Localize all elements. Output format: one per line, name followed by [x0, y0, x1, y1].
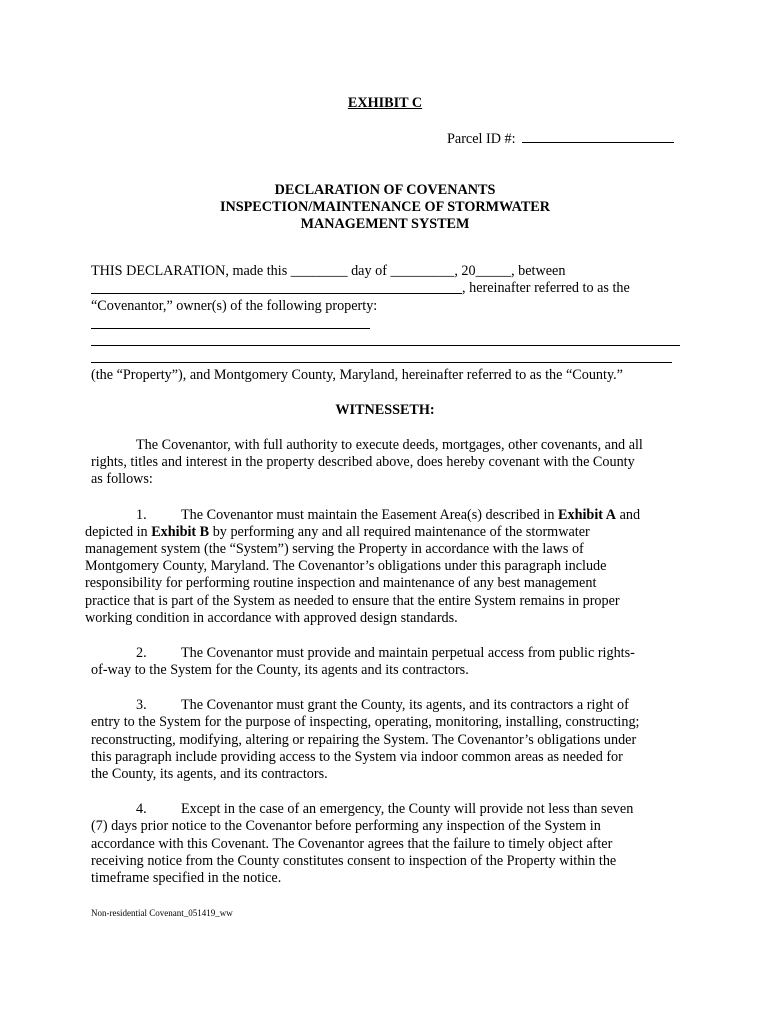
parcel-id	[447, 130, 674, 148]
clause-3-line-4: this paragraph include providing access to the System via indoor common areas as needed for	[91, 749, 623, 765]
clause-1-line-7: working condition in accordance with approved design standards.	[85, 610, 458, 626]
clause-4-line-5: timeframe specified in the notice.	[91, 870, 282, 886]
clause-1-line-6: practice that is part of the System as needed to ensure that the entire System remains in proper	[85, 593, 620, 609]
heading-line-3: MANAGEMENT SYSTEM	[300, 216, 470, 233]
intro-line-1: The Covenantor, with full authority to execute deeds, mortgages, other covenants, and all	[136, 437, 643, 453]
clause-1-number: 1.	[136, 507, 147, 523]
clause-4-line-4: receiving notice from the County constitutes consent to inspection of the Property within the	[91, 853, 617, 869]
clause-4-line-3: accordance with this Covenant. The Covenantor agrees that the failure to timely object after	[91, 836, 613, 852]
heading-line-1: DECLARATION OF COVENANTS	[274, 182, 496, 198]
exhibit-title: EXHIBIT C	[347, 95, 423, 111]
declaration-line-2: , hereinafter referred to as the	[462, 280, 630, 296]
witnesseth-heading: WITNESSETH:	[335, 402, 435, 418]
intro-line-2: rights, titles and interest in the property described above, does hereby covenant with the County	[91, 454, 635, 470]
clause-3-line-3: reconstructing, modifying, altering or repairing the System. The Covenantor’s obligations under	[91, 732, 637, 748]
clause-3-line-5: the County, its agents, and its contractors.	[91, 766, 328, 782]
declaration-heading	[0, 182, 770, 234]
parcel-id-blank	[522, 130, 674, 143]
heading-line-2: INSPECTION/MAINTENANCE OF STORMWATER	[219, 199, 551, 216]
clause-2-number: 2.	[136, 645, 147, 661]
clause-2-line-1: The Covenantor must provide and maintain perpetual access from public rights-	[181, 645, 635, 661]
grantor-name-blank	[91, 293, 462, 294]
property-blank-2	[91, 345, 680, 346]
clause-2-line-2: of-way to the System for the County, its agents and its contractors.	[91, 662, 469, 678]
clause-3-number: 3.	[136, 697, 147, 713]
clause-4-line-2: (7) days prior notice to the Covenantor before performing any inspection of the System in	[91, 818, 601, 834]
declaration-line-1: THIS DECLARATION, made this ________ day of _________, 20_____, between	[91, 263, 566, 279]
clause-1-line-3: management system (the “System”) serving the Property in accordance with the laws of	[85, 541, 584, 557]
clause-1-line-2: depicted in Exhibit B by performing any and all required maintenance of the stormwater	[85, 524, 590, 540]
clause-3-line-2: entry to the System for the purpose of inspecting, operating, monitoring, installing, constructing;	[91, 714, 640, 730]
clause-4-number: 4.	[136, 801, 147, 817]
property-line: (the “Property”), and Montgomery County, Maryland, hereinafter referred to as the “County.”	[91, 367, 623, 383]
clause-1-line-4: Montgomery County, Maryland. The Covenantor’s obligations under this paragraph include	[85, 558, 607, 574]
property-blank-3	[91, 362, 672, 363]
footer-file-reference: Non-residential Covenant_051419_ww	[91, 908, 233, 918]
declaration-line-3: “Covenantor,” owner(s) of the following property:	[91, 298, 378, 314]
clause-4-line-1: Except in the case of an emergency, the County will provide not less than seven	[181, 801, 634, 817]
clause-1-line-1: The Covenantor must maintain the Easement Area(s) described in Exhibit A and	[181, 507, 641, 523]
parcel-id-label: Parcel ID #:	[447, 131, 516, 147]
intro-line-3: as follows:	[91, 471, 153, 487]
clause-3-line-1: The Covenantor must grant the County, its agents, and its contractors a right of	[181, 697, 629, 713]
clause-1-line-5: responsibility for performing routine inspection and maintenance of any best management	[85, 575, 597, 591]
property-blank-1	[91, 328, 370, 329]
